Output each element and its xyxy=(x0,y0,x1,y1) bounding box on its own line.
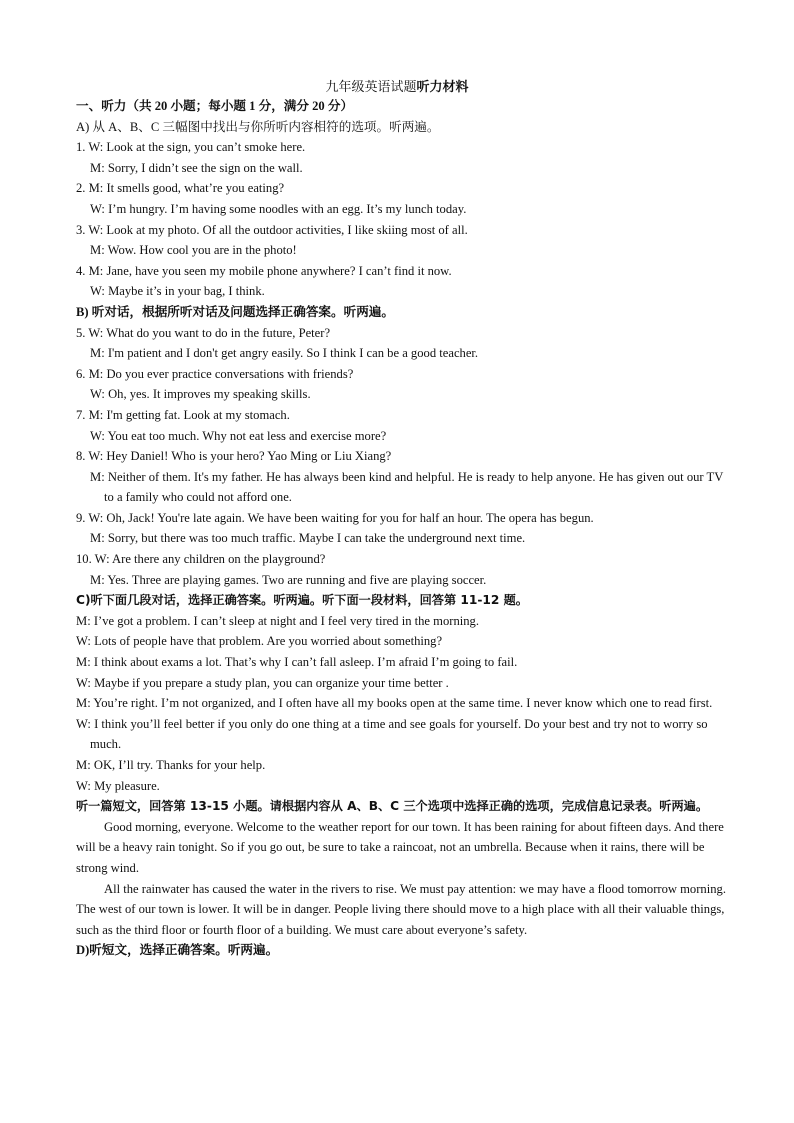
dialogue-line: W: Lots of people have that problem. Are you worried about something? xyxy=(76,634,443,649)
answer-line: W: Maybe it’s in your bag, I think. xyxy=(90,284,265,299)
part-b-instruction: B) 听对话，根据所听对话及问题选择正确答案。听两遍。 xyxy=(76,304,394,319)
passage-paragraph: All the rainwater has caused the water in the rivers to rise. We must pay attention: we may have a flood tomorrow morning. The west of our town is lower. It will be in danger. People living there should move to a high place with all their valuable things, such as the third floor or fourth floor of a building. We must care about everyone’s safety. xyxy=(76,881,726,937)
passage-instruction: 听一篇短文，回答第 13-15 小题。请根据内容从 A、B、C 三个选项中选择正确的选项，完成信息记录表。听两遍。 xyxy=(76,799,709,814)
answer-line: M: Neither of them. It's my father. He has always been kind and helpful. He is ready to help anyone. He has given out our TV to a family who could not afford one. xyxy=(90,469,724,505)
title-normal: 九年级英语试题 xyxy=(325,79,417,94)
dialogue-line: M: OK, I’ll try. Thanks for your help. xyxy=(76,758,266,772)
dialogue-line: W: Maybe if you prepare a study plan, you can organize your time better . xyxy=(76,675,449,690)
dialogue-line: M: I’ve got a problem. I can’t sleep at night and I feel very tired in the morning. xyxy=(76,613,479,628)
dialogue-line: W: My pleasure. xyxy=(76,778,160,793)
document-title xyxy=(0,76,794,95)
part-a-instruction: A) 从 A、B、C 三幅图中找出与你所听内容相符的选项。听两遍。 xyxy=(76,119,440,134)
answer-line: M: Sorry, but there was too much traffic. Maybe I can take the underground next time. xyxy=(90,531,526,546)
part-d-instruction: D)听短文，选择正确答案。听两遍。 xyxy=(76,943,279,958)
dialogue-line: M: I think about exams a lot. That’s why I can’t fall asleep. I’m afraid I’m going to fail. xyxy=(76,655,518,670)
question-line: 9. W: Oh, Jack! You're late again. We have been waiting for you for half an hour. The opera has begun. xyxy=(76,510,594,525)
answer-line: W: Oh, yes. It improves my speaking skills. xyxy=(90,387,311,402)
answer-line: W: You eat too much. Why not eat less and exercise more? xyxy=(90,428,387,443)
question-line: 5. W: What do you want to do in the future, Peter? xyxy=(76,325,331,340)
question-line: 4. M: Jane, have you seen my mobile phone anywhere? I can’t find it now. xyxy=(76,263,452,278)
answer-line: W: I’m hungry. I’m having some noodles with an egg. It’s my lunch today. xyxy=(90,201,467,216)
question-line: 1. W: Look at the sign, you can’t smoke here. xyxy=(76,140,306,155)
answer-line: M: Sorry, I didn’t see the sign on the wall. xyxy=(90,160,303,175)
dialogue-line: M: You’re right. I’m not organized, and I often have all my books open at the same time. I never know which one to read first. xyxy=(76,696,713,711)
section-heading: 一、听力（共 20 小题；每小题 1 分，满分 20 分） xyxy=(76,99,354,113)
question-line: 7. M: I'm getting fat. Look at my stomach. xyxy=(76,407,290,422)
passage-paragraph: Good morning, everyone. Welcome to the weather report for our town. It has been raining for about fifteen days. And there will be a heavy rain tonight. So if you go out, be sure to take a raincoat, not an umbrella. Because when it rains, there will be strong wind. xyxy=(76,819,724,875)
question-line: 8. W: Hey Daniel! Who is your hero? Yao Ming or Liu Xiang? xyxy=(76,449,392,464)
answer-line: M: Wow. How cool you are in the photo! xyxy=(90,243,297,258)
answer-line: M: Yes. Three are playing games. Two are running and five are playing soccer. xyxy=(90,572,487,587)
document-body xyxy=(76,96,726,961)
answer-line: M: I'm patient and I don't get angry easily. So I think I can be a good teacher. xyxy=(90,346,479,361)
dialogue-line: W: I think you’ll feel better if you only do one thing at a time and see goals for yourself. Do your best and try not to worry so much. xyxy=(76,716,708,752)
question-line: 10. W: Are there any children on the playground? xyxy=(76,552,326,567)
question-line: 3. W: Look at my photo. Of all the outdoor activities, I like skiing most of all. xyxy=(76,222,468,237)
question-line: 2. M: It smells good, what’re you eating? xyxy=(76,181,285,196)
question-line: 6. M: Do you ever practice conversations with friends? xyxy=(76,366,354,381)
title-bold: 听力材料 xyxy=(416,79,469,94)
part-c-instruction: C)听下面几段对话，选择正确答案。听两遍。听下面一段材料，回答第 11-12 题。 xyxy=(76,593,528,608)
